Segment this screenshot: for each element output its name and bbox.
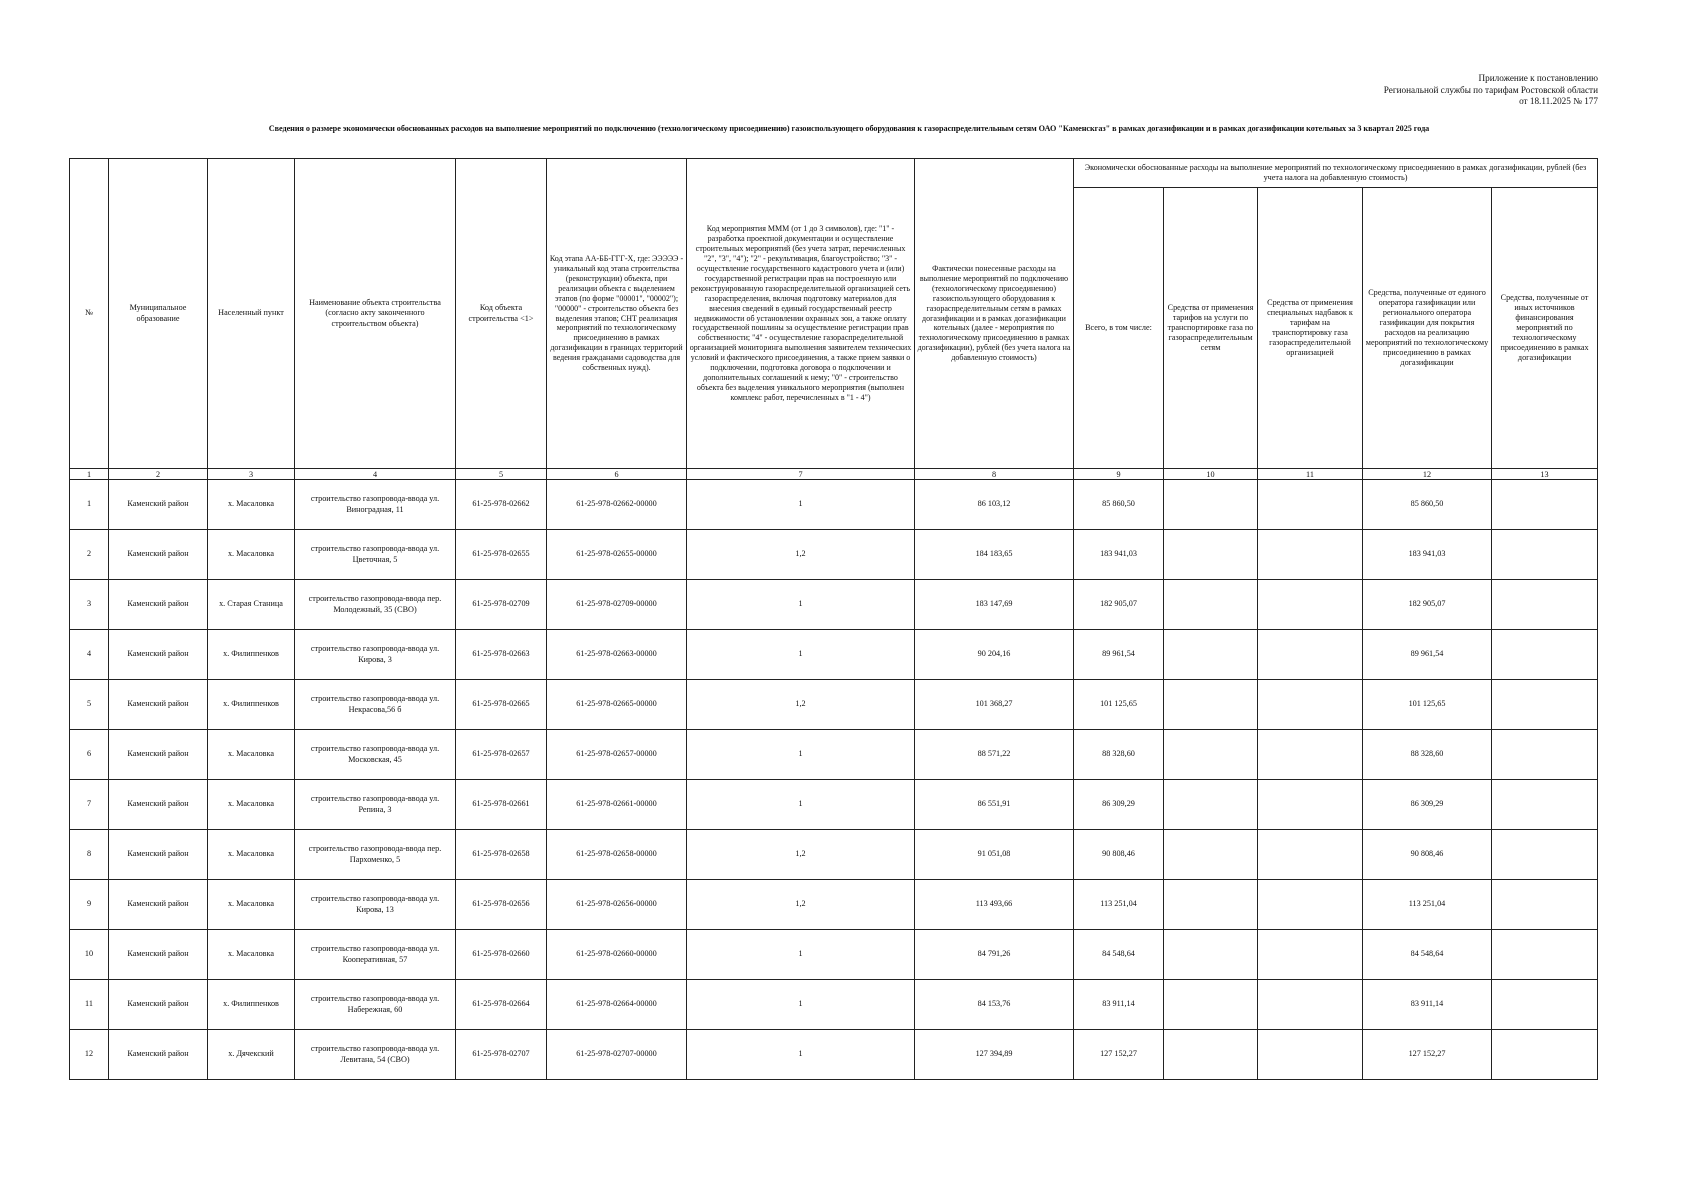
cell-object-code: 61-25-978-02665 <box>456 680 547 730</box>
cell-object-code: 61-25-978-02655 <box>456 530 547 580</box>
cell-municipality: Каменский район <box>109 530 208 580</box>
cell-other-sources-funds <box>1492 780 1598 830</box>
header-settlement: Населенный пункт <box>208 159 295 469</box>
cell-object-name: строительство газопровода-ввода ул. Левитана, 54 (СВО) <box>295 1030 456 1080</box>
column-number: 7 <box>687 469 915 480</box>
cell-actual-expenses: 88 571,22 <box>915 730 1074 780</box>
table-row <box>70 1030 1598 1080</box>
cell-object-name: строительство газопровода-ввода ул. Цветочная, 5 <box>295 530 456 580</box>
cell-operator-funds: 113 251,04 <box>1363 880 1492 930</box>
header-operator-funds: Средства, полученные от единого оператора газификации или регионального оператора газификации для покрытия расходов на реализацию мероприятий по технологическому присоединению в рамках догазификации <box>1363 188 1492 469</box>
header-number: № <box>70 159 109 469</box>
header-special-surcharge-funds: Средства от применения специальных надбавок к тарифам на транспортировку газа газораспределительной организацией <box>1258 188 1363 469</box>
cell-actual-expenses: 101 368,27 <box>915 680 1074 730</box>
cell-object-name: строительство газопровода-ввода пер. Молодежный, 35 (СВО) <box>295 580 456 630</box>
cell-object-code: 61-25-978-02656 <box>456 880 547 930</box>
cell-object-name: строительство газопровода-ввода пер. Пархоменко, 5 <box>295 830 456 880</box>
cell-other-sources-funds <box>1492 830 1598 880</box>
cell-stage-code: 61-25-978-02657-00000 <box>547 730 687 780</box>
cell-operator-funds: 90 808,46 <box>1363 830 1492 880</box>
cell-tariff-funds <box>1164 780 1258 830</box>
cell-operator-funds: 88 328,60 <box>1363 730 1492 780</box>
cell-operator-funds: 101 125,65 <box>1363 680 1492 730</box>
cell-municipality: Каменский район <box>109 880 208 930</box>
cell-special-surcharge-funds <box>1258 530 1363 580</box>
cell-municipality: Каменский район <box>109 580 208 630</box>
appendix-line: Приложение к постановлению <box>1478 73 1598 83</box>
cell-tariff-funds <box>1164 880 1258 930</box>
cell-object-name: строительство газопровода-ввода ул. Некрасова,56 б <box>295 680 456 730</box>
cell-total: 101 125,65 <box>1074 680 1164 730</box>
cell-other-sources-funds <box>1492 730 1598 780</box>
cell-operator-funds: 127 152,27 <box>1363 1030 1492 1080</box>
header-total: Всего, в том числе: <box>1074 188 1164 469</box>
column-number: 8 <box>915 469 1074 480</box>
cell-event-code: 1 <box>687 580 915 630</box>
cell-object-name: строительство газопровода-ввода ул. Кирова, 3 <box>295 630 456 680</box>
header-actual-expenses: Фактически понесенные расходы на выполнение мероприятий по подключению (технологическому присоединению) газоиспользующего оборудования к газораспределительным сетям в рамках догазификации и в рамках догазификации котельных (далее - мероприятия по технологическому присоединению в рамках догазификации), рублей (без учета налога на добавленную стоимость) <box>915 159 1074 469</box>
cell-object-code: 61-25-978-02707 <box>456 1030 547 1080</box>
cell-tariff-funds <box>1164 730 1258 780</box>
cell-settlement: х. Масаловка <box>208 530 295 580</box>
cell-row-number: 9 <box>70 880 109 930</box>
column-numbers-row <box>70 469 1598 480</box>
cell-actual-expenses: 84 153,76 <box>915 980 1074 1030</box>
cell-municipality: Каменский район <box>109 480 208 530</box>
cell-operator-funds: 84 548,64 <box>1363 930 1492 980</box>
cell-object-name: строительство газопровода-ввода ул. Виноградная, 11 <box>295 480 456 530</box>
cell-settlement: х. Старая Станица <box>208 580 295 630</box>
cell-operator-funds: 89 961,54 <box>1363 630 1492 680</box>
cell-other-sources-funds <box>1492 980 1598 1030</box>
table-row <box>70 880 1598 930</box>
cell-event-code: 1 <box>687 930 915 980</box>
cell-object-name: строительство газопровода-ввода ул. Набережная, 60 <box>295 980 456 1030</box>
cell-object-code: 61-25-978-02664 <box>456 980 547 1030</box>
cell-object-code: 61-25-978-02658 <box>456 830 547 880</box>
document-title: Сведения о размере экономически обоснованных расходов на выполнение мероприятий по подключению (технологическому присоединению) газоиспользующего оборудования к газораспределительным сетям ОАО "Каменскгаз" в рамках догазификации и в рамках догазификации котельных за 3 квартал 2025 года <box>268 124 1430 133</box>
cell-municipality: Каменский район <box>109 630 208 680</box>
cell-event-code: 1 <box>687 1030 915 1080</box>
cell-stage-code: 61-25-978-02663-00000 <box>547 630 687 680</box>
cell-row-number: 12 <box>70 1030 109 1080</box>
cell-settlement: х. Масаловка <box>208 730 295 780</box>
cell-municipality: Каменский район <box>109 780 208 830</box>
cell-tariff-funds <box>1164 830 1258 880</box>
cell-special-surcharge-funds <box>1258 880 1363 930</box>
cell-settlement: х. Масаловка <box>208 780 295 830</box>
appendix-line: Региональной службы по тарифам Ростовской области <box>1383 84 1598 95</box>
cell-municipality: Каменский район <box>109 930 208 980</box>
cell-actual-expenses: 86 103,12 <box>915 480 1074 530</box>
cell-total: 182 905,07 <box>1074 580 1164 630</box>
cell-object-code: 61-25-978-02663 <box>456 630 547 680</box>
cell-row-number: 5 <box>70 680 109 730</box>
cell-stage-code: 61-25-978-02661-00000 <box>547 780 687 830</box>
cell-special-surcharge-funds <box>1258 930 1363 980</box>
header-other-sources-funds: Средства, полученные от иных источников финансирования мероприятий по технологическому присоединению в рамках догазификации <box>1492 188 1598 469</box>
cell-operator-funds: 83 911,14 <box>1363 980 1492 1030</box>
column-number: 3 <box>208 469 295 480</box>
table-row <box>70 630 1598 680</box>
cell-row-number: 11 <box>70 980 109 1030</box>
cell-event-code: 1 <box>687 780 915 830</box>
header-object-code: Код объекта строительства <1> <box>456 159 547 469</box>
cell-event-code: 1 <box>687 630 915 680</box>
cell-tariff-funds <box>1164 1030 1258 1080</box>
cell-settlement: х. Масаловка <box>208 480 295 530</box>
cell-total: 84 548,64 <box>1074 930 1164 980</box>
cell-operator-funds: 85 860,50 <box>1363 480 1492 530</box>
header-municipality: Муниципальное образование <box>109 159 208 469</box>
cell-municipality: Каменский район <box>109 680 208 730</box>
cell-object-code: 61-25-978-02662 <box>456 480 547 530</box>
cell-stage-code: 61-25-978-02709-00000 <box>547 580 687 630</box>
table-row <box>70 780 1598 830</box>
cell-actual-expenses: 91 051,08 <box>915 830 1074 880</box>
cell-settlement: х. Дячекский <box>208 1030 295 1080</box>
appendix-note <box>1384 73 1598 108</box>
cell-special-surcharge-funds <box>1258 580 1363 630</box>
cell-actual-expenses: 86 551,91 <box>915 780 1074 830</box>
cell-other-sources-funds <box>1492 680 1598 730</box>
cell-tariff-funds <box>1164 980 1258 1030</box>
column-number: 4 <box>295 469 456 480</box>
cell-tariff-funds <box>1164 580 1258 630</box>
cell-object-name: строительство газопровода-ввода ул. Кооперативная, 57 <box>295 930 456 980</box>
cell-object-name: строительство газопровода-ввода ул. Московская, 45 <box>295 730 456 780</box>
cell-special-surcharge-funds <box>1258 830 1363 880</box>
cell-other-sources-funds <box>1492 930 1598 980</box>
cell-tariff-funds <box>1164 530 1258 580</box>
cell-object-name: строительство газопровода-ввода ул. Кирова, 13 <box>295 880 456 930</box>
column-number: 1 <box>70 469 109 480</box>
cell-other-sources-funds <box>1492 580 1598 630</box>
header-justified-expenses-group: Экономически обоснованные расходы на выполнение мероприятий по технологическому присоединению в рамках догазификации, рублей (без учета налога на добавленную стоимость) <box>1074 159 1598 188</box>
cell-object-code: 61-25-978-02709 <box>456 580 547 630</box>
cell-stage-code: 61-25-978-02658-00000 <box>547 830 687 880</box>
cell-actual-expenses: 113 493,66 <box>915 880 1074 930</box>
cell-stage-code: 61-25-978-02660-00000 <box>547 930 687 980</box>
cell-row-number: 6 <box>70 730 109 780</box>
cell-actual-expenses: 183 147,69 <box>915 580 1074 630</box>
cell-event-code: 1,2 <box>687 680 915 730</box>
table-row <box>70 980 1598 1030</box>
cell-object-code: 61-25-978-02661 <box>456 780 547 830</box>
cell-total: 183 941,03 <box>1074 530 1164 580</box>
cell-settlement: х. Филиппенков <box>208 630 295 680</box>
cell-stage-code: 61-25-978-02707-00000 <box>547 1030 687 1080</box>
cell-object-code: 61-25-978-02657 <box>456 730 547 780</box>
cell-special-surcharge-funds <box>1258 780 1363 830</box>
cell-operator-funds: 183 941,03 <box>1363 530 1492 580</box>
cell-other-sources-funds <box>1492 1030 1598 1080</box>
cell-special-surcharge-funds <box>1258 480 1363 530</box>
column-number: 11 <box>1258 469 1363 480</box>
table-row <box>70 480 1598 530</box>
column-number: 9 <box>1074 469 1164 480</box>
cell-operator-funds: 182 905,07 <box>1363 580 1492 630</box>
cell-total: 86 309,29 <box>1074 780 1164 830</box>
cell-special-surcharge-funds <box>1258 730 1363 780</box>
column-number: 5 <box>456 469 547 480</box>
cell-settlement: х. Масаловка <box>208 930 295 980</box>
cell-row-number: 10 <box>70 930 109 980</box>
cell-tariff-funds <box>1164 480 1258 530</box>
cell-municipality: Каменский район <box>109 730 208 780</box>
cell-special-surcharge-funds <box>1258 680 1363 730</box>
cell-total: 83 911,14 <box>1074 980 1164 1030</box>
table-row <box>70 930 1598 980</box>
column-number: 10 <box>1164 469 1258 480</box>
cell-stage-code: 61-25-978-02662-00000 <box>547 480 687 530</box>
cell-total: 89 961,54 <box>1074 630 1164 680</box>
cell-actual-expenses: 90 204,16 <box>915 630 1074 680</box>
cell-tariff-funds <box>1164 630 1258 680</box>
cell-special-surcharge-funds <box>1258 1030 1363 1080</box>
cell-stage-code: 61-25-978-02655-00000 <box>547 530 687 580</box>
cell-other-sources-funds <box>1492 880 1598 930</box>
cell-other-sources-funds <box>1492 630 1598 680</box>
column-number: 2 <box>109 469 208 480</box>
table-row <box>70 580 1598 630</box>
cell-row-number: 8 <box>70 830 109 880</box>
cell-settlement: х. Филиппенков <box>208 680 295 730</box>
cell-tariff-funds <box>1164 680 1258 730</box>
header-object-name: Наименование объекта строительства (согласно акту законченного строительством объекта) <box>295 159 456 469</box>
header-event-code: Код мероприятия МММ (от 1 до 3 символов), где: "1" - разработка проектной документации и осуществление строительных мероприятий (без учета затрат, перечисленных "2", "3", "4"); "2" - рекультивация, благоустройство; "3" - осуществление государственного кадастрового учета и (или) государственной регистрации прав на построенную или реконструированную газораспределительной организацией сеть газораспределения, включая подготовку материалов для внесения сведений в единый государственный реестр недвижимости об установлении охранных зон, а также оплату государственной пошлины за осуществление регистрации прав собственности; "4" - осуществление газораспределительной организацией мониторинга выполнения заявителем технических условий и фактического присоединения, а также прием заявки о подключении, подготовка договора о подключении и дополнительных соглашений к нему; "0" - строительство объекта без выделения уникального мероприятия (выполнен комплекс работ, перечисленных в "1 - 4") <box>687 159 915 469</box>
cell-actual-expenses: 184 183,65 <box>915 530 1074 580</box>
cell-settlement: х. Филиппенков <box>208 980 295 1030</box>
cell-row-number: 2 <box>70 530 109 580</box>
cell-other-sources-funds <box>1492 480 1598 530</box>
table-row <box>70 830 1598 880</box>
header-stage-code: Код этапа АА-ББ-ГГГ-Х, где: ЭЭЭЭЭ - уникальный код этапа строительства (реконструкции) объекта, при реализации объекта с выделением этапов (по форме "00001", "00002"); "00000" - строительство объекта без выделения этапов; СНТ реализация мероприятий по технологическому присоединению в рамках догазификации в границах территорий ведения гражданами садоводства для собственных нужд). <box>547 159 687 469</box>
table-row <box>70 680 1598 730</box>
cell-special-surcharge-funds <box>1258 630 1363 680</box>
cell-other-sources-funds <box>1492 530 1598 580</box>
cell-total: 88 328,60 <box>1074 730 1164 780</box>
cell-stage-code: 61-25-978-02656-00000 <box>547 880 687 930</box>
cell-total: 90 808,46 <box>1074 830 1164 880</box>
cell-total: 113 251,04 <box>1074 880 1164 930</box>
cell-total: 127 152,27 <box>1074 1030 1164 1080</box>
expenses-table <box>69 158 1598 1080</box>
header-tariff-funds: Средства от применения тарифов на услуги по транспортировке газа по газораспределительным сетям <box>1164 188 1258 469</box>
cell-settlement: х. Масаловка <box>208 880 295 930</box>
cell-special-surcharge-funds <box>1258 980 1363 1030</box>
cell-row-number: 1 <box>70 480 109 530</box>
cell-stage-code: 61-25-978-02664-00000 <box>547 980 687 1030</box>
cell-row-number: 3 <box>70 580 109 630</box>
table-row <box>70 530 1598 580</box>
cell-row-number: 7 <box>70 780 109 830</box>
cell-event-code: 1 <box>687 480 915 530</box>
cell-total: 85 860,50 <box>1074 480 1164 530</box>
cell-object-name: строительство газопровода-ввода ул. Репина, 3 <box>295 780 456 830</box>
cell-object-code: 61-25-978-02660 <box>456 930 547 980</box>
cell-event-code: 1 <box>687 730 915 780</box>
cell-row-number: 4 <box>70 630 109 680</box>
cell-event-code: 1 <box>687 980 915 1030</box>
cell-event-code: 1,2 <box>687 830 915 880</box>
cell-municipality: Каменский район <box>109 1030 208 1080</box>
cell-stage-code: 61-25-978-02665-00000 <box>547 680 687 730</box>
column-number: 12 <box>1363 469 1492 480</box>
cell-actual-expenses: 127 394,89 <box>915 1030 1074 1080</box>
cell-municipality: Каменский район <box>109 980 208 1030</box>
cell-municipality: Каменский район <box>109 830 208 880</box>
cell-event-code: 1,2 <box>687 530 915 580</box>
cell-settlement: х. Масаловка <box>208 830 295 880</box>
column-number: 6 <box>547 469 687 480</box>
column-number: 13 <box>1492 469 1598 480</box>
cell-event-code: 1,2 <box>687 880 915 930</box>
cell-tariff-funds <box>1164 930 1258 980</box>
table-row <box>70 730 1598 780</box>
cell-actual-expenses: 84 791,26 <box>915 930 1074 980</box>
appendix-line: от 18.11.2025 № 177 <box>1519 96 1598 107</box>
cell-operator-funds: 86 309,29 <box>1363 780 1492 830</box>
